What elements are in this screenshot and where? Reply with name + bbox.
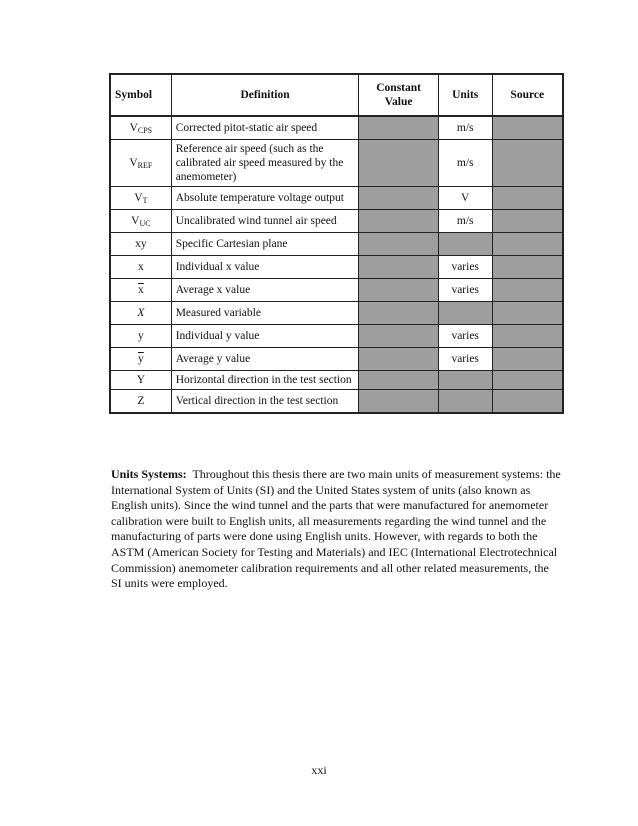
source-cell bbox=[492, 140, 563, 187]
constant-value-cell bbox=[359, 233, 438, 256]
constant-value-cell bbox=[359, 210, 438, 233]
table-row bbox=[110, 390, 563, 414]
symbol-cell: $V_{CPS}$ bbox=[110, 116, 171, 140]
units-cell: varies bbox=[438, 348, 492, 371]
definition-cell: Uncalibrated wind tunnel air speed bbox=[171, 210, 359, 233]
units-cell bbox=[438, 302, 492, 325]
constant-value-cell bbox=[359, 302, 438, 325]
nomenclature-table bbox=[109, 73, 564, 414]
units-cell: varies bbox=[438, 256, 492, 279]
symbol-cell: Y bbox=[110, 371, 171, 390]
page-number: xxi bbox=[311, 763, 327, 777]
header-source: Source bbox=[492, 74, 563, 116]
source-cell bbox=[492, 210, 563, 233]
header-constant-value: Constant Value bbox=[359, 74, 438, 116]
source-cell bbox=[492, 371, 563, 390]
source-cell bbox=[492, 116, 563, 140]
table-row bbox=[110, 325, 563, 348]
units-cell: m/s bbox=[438, 116, 492, 140]
definition-cell: Average x value bbox=[171, 279, 359, 302]
symbol-cell: $V_T$ bbox=[110, 187, 171, 210]
constant-value-cell bbox=[359, 325, 438, 348]
definition-cell: Reference air speed (such as the calibrated air speed measured by the anemometer) bbox=[171, 140, 359, 187]
constant-value-cell bbox=[359, 256, 438, 279]
source-cell bbox=[492, 279, 563, 302]
units-cell: m/s bbox=[438, 210, 492, 233]
symbol-cell: Z bbox=[110, 390, 171, 414]
symbol-cell: $\overline{x}$ bbox=[110, 279, 171, 302]
constant-value-cell bbox=[359, 371, 438, 390]
definition-cell: Vertical direction in the test section bbox=[171, 390, 359, 414]
constant-value-cell bbox=[359, 116, 438, 140]
header-symbol: Symbol bbox=[110, 74, 171, 116]
units-cell bbox=[438, 371, 492, 390]
definition-cell: Average y value bbox=[171, 348, 359, 371]
definition-cell: Absolute temperature voltage output bbox=[171, 187, 359, 210]
units-cell: varies bbox=[438, 325, 492, 348]
table-row bbox=[110, 210, 563, 233]
symbol-cell: $V_{UC}$ bbox=[110, 210, 171, 233]
symbol-cell: X bbox=[110, 302, 171, 325]
definition-cell: Specific Cartesian plane bbox=[171, 233, 359, 256]
units-cell: V bbox=[438, 187, 492, 210]
source-cell bbox=[492, 390, 563, 414]
table-header-row bbox=[110, 74, 563, 116]
table-row bbox=[110, 116, 563, 140]
table-row bbox=[110, 302, 563, 325]
symbol-cell: $\overline{y}$ bbox=[110, 348, 171, 371]
definition-cell: Measured variable bbox=[171, 302, 359, 325]
definition-cell: Individual y value bbox=[171, 325, 359, 348]
table-row bbox=[110, 348, 563, 371]
header-definition: Definition bbox=[171, 74, 359, 116]
units-cell bbox=[438, 390, 492, 414]
symbol-cell: xy bbox=[110, 233, 171, 256]
constant-value-cell bbox=[359, 348, 438, 371]
units-cell: varies bbox=[438, 279, 492, 302]
header-units: Units bbox=[438, 74, 492, 116]
units-systems-paragraph bbox=[111, 467, 561, 592]
table-row bbox=[110, 187, 563, 210]
source-cell bbox=[492, 187, 563, 210]
table-row bbox=[110, 279, 563, 302]
table-row bbox=[110, 256, 563, 279]
units-systems-heading: Units Systems: bbox=[111, 467, 187, 481]
table-row bbox=[110, 233, 563, 256]
definition-cell: Individual x value bbox=[171, 256, 359, 279]
symbol-cell: $V_{REF}$ bbox=[110, 140, 171, 187]
units-cell: m/s bbox=[438, 140, 492, 187]
table-row bbox=[110, 140, 563, 187]
source-cell bbox=[492, 233, 563, 256]
symbol-cell: y bbox=[110, 325, 171, 348]
source-cell bbox=[492, 325, 563, 348]
units-cell bbox=[438, 233, 492, 256]
source-cell bbox=[492, 348, 563, 371]
definition-cell: Corrected pitot-static air speed bbox=[171, 116, 359, 140]
source-cell bbox=[492, 302, 563, 325]
source-cell bbox=[492, 256, 563, 279]
constant-value-cell bbox=[359, 279, 438, 302]
constant-value-cell bbox=[359, 390, 438, 414]
constant-value-cell bbox=[359, 187, 438, 210]
units-systems-body: Throughout this thesis there are two main units of measurement systems: the International System of Units (SI) and the United States system of units (also known as English units). Since the wind tunnel and the parts that were manufactured for anemometer calibration were built to English units, all measurements regarding the wind tunnel and the manufacturing of parts were done using English units. However, with regards to both the ASTM (American Society for Testing and Materials) and IEC (International Electrotechnical Commission) anemometer calibration requirements and all other related measurements, the SI units were employed. bbox=[111, 467, 561, 591]
symbol-cell: x bbox=[110, 256, 171, 279]
table-row bbox=[110, 371, 563, 390]
constant-value-cell bbox=[359, 140, 438, 187]
definition-cell: Horizontal direction in the test section bbox=[171, 371, 359, 390]
